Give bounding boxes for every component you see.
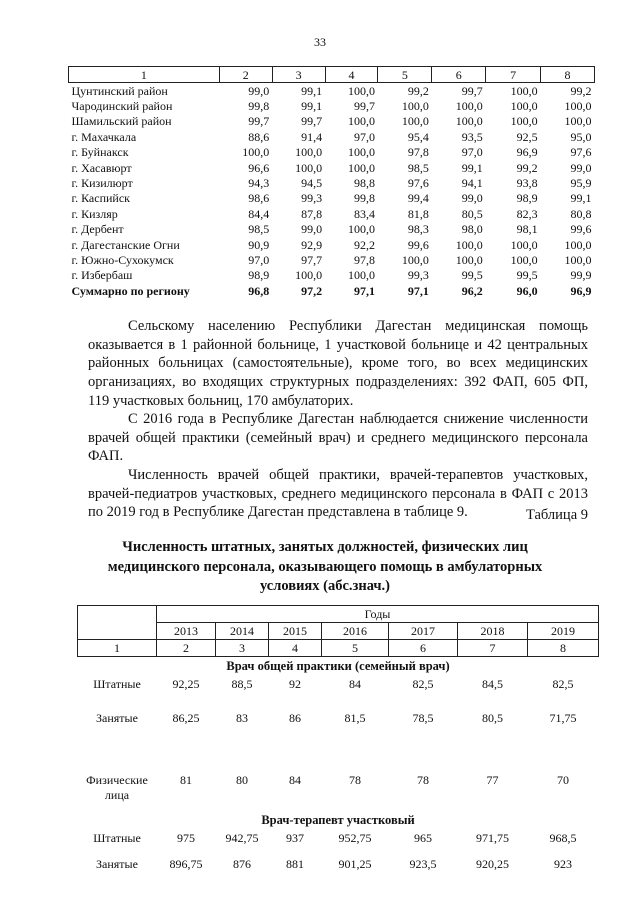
value-cell: 98,9 (516, 191, 538, 206)
region-name: г. Избербаш (71, 268, 133, 283)
years-row (78, 623, 599, 640)
value-cell: 99,6 (570, 222, 592, 237)
header-cell: 2 (219, 67, 272, 83)
value-cell: 100,0 (347, 268, 375, 283)
value-cell: 975 (177, 831, 195, 845)
value-cell: 78 (417, 773, 429, 787)
value-cell: 99,3 (301, 191, 323, 206)
table-row (69, 191, 595, 206)
value-cell: 81,5 (344, 711, 366, 725)
table-row (69, 145, 595, 160)
paragraph-table-reference: Численность врачей общей практики, врачей-терапевтов участковых, врачей-педиатров участковых, среднего медицинского персонала в ФАП с 2013 по 2019 год в Республике Дагестан представлена в таблице 9. (88, 467, 588, 521)
column-number-cell: 3 (216, 640, 269, 657)
row-label: Физические лица (86, 773, 148, 802)
column-number-cell: 7 (458, 640, 528, 657)
value-cell: 93,5 (461, 129, 483, 144)
value-cell: 80 (236, 773, 248, 787)
total-value: 96,2 (461, 283, 483, 298)
value-cell: 99,0 (248, 83, 270, 98)
value-cell: 82,5 (552, 677, 574, 691)
column-number-cell: 5 (322, 640, 389, 657)
region-name: г. Каспийск (71, 191, 130, 206)
value-cell: 100,0 (564, 237, 592, 252)
value-cell: 77 (486, 773, 499, 787)
header-cell: 4 (325, 67, 378, 83)
value-cell: 923,5 (409, 857, 437, 871)
value-cell: 80,8 (570, 206, 592, 221)
region-name: г. Кизляр (71, 206, 118, 221)
section-title-row (78, 811, 599, 829)
section-title: Врач-терапевт участковый (261, 812, 415, 827)
region-name: Чародинский район (71, 99, 173, 114)
row-label: Занятые (96, 711, 138, 725)
value-cell: 99,9 (570, 268, 592, 283)
value-cell: 100,0 (564, 114, 592, 129)
value-cell: 81 (180, 773, 192, 787)
header-cell: 6 (432, 67, 486, 83)
value-cell: 100,0 (295, 145, 323, 160)
table-row (78, 675, 599, 709)
value-cell: 99,8 (353, 191, 375, 206)
table-row (78, 829, 599, 855)
column-number-cell: 4 (269, 640, 322, 657)
table-row (78, 855, 599, 881)
column-number-cell: 1 (78, 640, 157, 657)
value-cell: 937 (286, 831, 304, 845)
value-cell: 100,0 (347, 222, 375, 237)
region-coverage-table (68, 66, 595, 298)
paragraph-decline: С 2016 года в Республике Дагестан наблюдается снижение численности врачей общей практики (семейный врач) и среднего медицинского персонала ФАП. (88, 411, 588, 465)
value-cell: 100,0 (510, 114, 538, 129)
value-cell: 99,8 (248, 99, 270, 114)
value-cell: 99,0 (570, 160, 592, 175)
value-cell: 90,9 (248, 237, 270, 252)
value-cell: 84 (289, 773, 301, 787)
value-cell: 100,0 (295, 268, 323, 283)
header-cell: 1 (69, 67, 220, 83)
year-cell: 2014 (216, 623, 269, 640)
row-label: Штатные (93, 831, 141, 845)
value-cell: 96,9 (516, 145, 538, 160)
table-caption: Численность штатных, занятых должностей, физических лиц медицинского персонала, оказывающего помощь в амбулаторных условиях (абс.знач.) (107, 539, 543, 594)
value-cell: 942,75 (225, 831, 259, 845)
value-cell: 99,3 (407, 268, 429, 283)
value-cell: 99,0 (461, 191, 483, 206)
value-cell: 97,6 (407, 176, 429, 191)
table-row (69, 222, 595, 237)
value-cell: 92,5 (516, 129, 538, 144)
header-cell: 5 (378, 67, 432, 83)
value-cell: 94,1 (461, 176, 483, 191)
value-cell: 70 (557, 773, 570, 787)
region-name: г. Кизилюрт (71, 176, 133, 191)
value-cell: 99,1 (301, 99, 323, 114)
table-number-label: Таблица 9 (525, 507, 588, 523)
value-cell: 98,5 (248, 222, 270, 237)
column-number-cell: 2 (157, 640, 216, 657)
value-cell: 99,5 (516, 268, 538, 283)
value-cell: 99,4 (407, 191, 429, 206)
value-cell: 80,5 (461, 206, 483, 221)
value-cell: 83,4 (353, 206, 375, 221)
value-cell: 100,0 (455, 114, 483, 129)
value-cell: 100,0 (295, 160, 323, 175)
table-header-row (69, 67, 595, 83)
value-cell: 97,6 (570, 145, 592, 160)
value-cell: 97,8 (407, 145, 429, 160)
table-row (69, 268, 595, 283)
value-cell: 99,5 (461, 268, 483, 283)
value-cell: 876 (233, 857, 251, 871)
table-row (69, 237, 595, 252)
value-cell: 100,0 (347, 160, 375, 175)
table-row (69, 175, 595, 190)
value-cell: 100,0 (347, 145, 375, 160)
region-name: г. Дагестанские Огни (71, 237, 180, 252)
value-cell: 86 (289, 711, 301, 725)
value-cell: 100,0 (455, 237, 483, 252)
total-value: 96,0 (516, 283, 538, 298)
blank-header-cell (78, 606, 157, 640)
section-title: Врач общей практики (семейный врач) (226, 658, 450, 673)
value-cell: 81,8 (407, 206, 429, 221)
table-row (69, 129, 595, 144)
value-cell: 92,25 (172, 677, 200, 691)
value-cell: 99,7 (461, 83, 483, 98)
value-cell: 896,75 (169, 857, 203, 871)
value-cell: 920,25 (476, 857, 509, 871)
value-cell: 88,5 (231, 677, 253, 691)
year-cell: 2015 (269, 623, 322, 640)
table-row (69, 114, 595, 129)
value-cell: 100,0 (564, 99, 592, 114)
column-number-cell: 6 (389, 640, 458, 657)
table-row (69, 83, 595, 99)
value-cell: 98,3 (407, 222, 429, 237)
value-cell: 84 (349, 677, 361, 691)
value-cell: 91,4 (301, 129, 323, 144)
value-cell: 923 (554, 857, 573, 871)
header-cell: 7 (486, 67, 541, 83)
value-cell: 99,7 (353, 99, 375, 114)
value-cell: 92,2 (353, 237, 375, 252)
total-value: 97,1 (407, 283, 429, 298)
table-row (69, 252, 595, 267)
value-cell: 97,0 (353, 129, 375, 144)
years-header-row (78, 606, 599, 623)
value-cell: 93,8 (516, 176, 538, 191)
value-cell: 98,0 (461, 222, 483, 237)
value-cell: 88,6 (248, 129, 270, 144)
value-cell: 99,1 (461, 160, 483, 175)
value-cell: 82,3 (516, 206, 538, 221)
value-cell: 98,9 (248, 268, 270, 283)
value-cell: 94,5 (301, 176, 323, 191)
column-number-row (78, 640, 599, 657)
value-cell: 100,0 (401, 114, 429, 129)
value-cell: 95,0 (570, 129, 592, 144)
table-row (69, 98, 595, 113)
value-cell: 971,75 (476, 831, 509, 845)
staffing-table (77, 605, 599, 881)
header-cell: 3 (272, 67, 325, 83)
table-row (78, 709, 599, 771)
total-value: 97,2 (301, 283, 323, 298)
value-cell: 97,0 (248, 252, 270, 267)
value-cell: 100,0 (242, 145, 270, 160)
value-cell: 99,2 (407, 83, 429, 98)
value-cell: 98,1 (516, 222, 538, 237)
value-cell: 100,0 (401, 99, 429, 114)
value-cell: 99,7 (301, 114, 323, 129)
value-cell: 86,25 (172, 711, 200, 725)
header-cell: 8 (541, 67, 595, 83)
value-cell: 82,5 (412, 677, 434, 691)
total-row (69, 283, 595, 298)
value-cell: 100,0 (510, 252, 538, 267)
value-cell: 100,0 (510, 237, 538, 252)
value-cell: 99,1 (570, 191, 592, 206)
region-name: г. Южно-Сухокумск (71, 252, 174, 267)
value-cell: 100,0 (347, 114, 375, 129)
value-cell: 78,5 (412, 711, 434, 725)
region-name: г. Буйнакск (71, 145, 129, 160)
row-label: Занятые (96, 857, 138, 871)
paragraph-rural-care: Сельскому населению Республики Дагестан медицинская помощь оказывается в 1 районной больнице, 1 участковой больнице и 42 центральных районных больницах (самостоятельные), кроме того, во всех медицинских организациях, во входящих структурных подразделениях: 392 ФАП, 605 ФП, 119 участковых больниц, 170 амбулаторих. (88, 318, 588, 409)
value-cell: 901,25 (338, 857, 372, 871)
value-cell: 80,5 (482, 711, 503, 725)
value-cell: 98,5 (407, 160, 429, 175)
year-cell: 2013 (157, 623, 216, 640)
value-cell: 100,0 (455, 252, 483, 267)
year-cell: 2019 (528, 623, 599, 640)
table-row (78, 771, 599, 811)
value-cell: 95,4 (407, 129, 429, 144)
value-cell: 99,7 (248, 114, 270, 129)
year-cell: 2018 (458, 623, 528, 640)
value-cell: 100,0 (510, 83, 538, 98)
region-name: Шамильский район (71, 114, 172, 129)
value-cell: 95,9 (570, 176, 592, 191)
value-cell: 952,75 (338, 831, 372, 845)
value-cell: 98,8 (353, 176, 375, 191)
region-name: г. Махачкала (71, 129, 137, 144)
value-cell: 83 (236, 711, 248, 725)
region-name: г. Хасавюрт (71, 160, 132, 175)
section-title-row (78, 657, 599, 676)
year-cell: 2017 (389, 623, 458, 640)
value-cell: 96,6 (248, 160, 270, 175)
value-cell: 99,2 (516, 160, 538, 175)
value-cell: 100,0 (455, 99, 483, 114)
value-cell: 881 (286, 857, 304, 871)
value-cell: 100,0 (510, 99, 538, 114)
years-label: Годы (157, 606, 599, 623)
value-cell: 965 (414, 831, 432, 845)
region-name: г. Дербент (71, 222, 124, 237)
total-value: 97,1 (353, 283, 375, 298)
value-cell: 100,0 (347, 83, 375, 98)
value-cell: 99,1 (301, 83, 323, 98)
value-cell: 100,0 (564, 252, 592, 267)
value-cell: 84,4 (248, 206, 270, 221)
region-name: Цунтинский район (71, 83, 168, 98)
value-cell: 97,7 (301, 252, 323, 267)
value-cell: 98,6 (248, 191, 270, 206)
value-cell: 968,5 (549, 831, 577, 845)
value-cell: 78 (349, 773, 361, 787)
value-cell: 94,3 (248, 176, 270, 191)
value-cell: 71,75 (549, 711, 577, 725)
total-value: 96,9 (570, 283, 592, 298)
table-row (69, 206, 595, 221)
year-cell: 2016 (322, 623, 389, 640)
table-row (69, 160, 595, 175)
total-value: 96,8 (248, 283, 270, 298)
value-cell: 99,2 (570, 83, 592, 98)
row-label: Штатные (93, 677, 141, 691)
value-cell: 84,5 (482, 677, 503, 691)
value-cell: 87,8 (301, 206, 323, 221)
value-cell: 99,0 (301, 222, 323, 237)
value-cell: 92 (289, 677, 301, 691)
value-cell: 92,9 (301, 237, 323, 252)
value-cell: 97,8 (353, 252, 375, 267)
page-number: 33 (314, 35, 326, 49)
value-cell: 97,0 (461, 145, 483, 160)
total-label: Суммарно по региону (71, 283, 190, 298)
value-cell: 100,0 (401, 252, 429, 267)
column-number-cell: 8 (528, 640, 599, 657)
value-cell: 99,6 (407, 237, 429, 252)
